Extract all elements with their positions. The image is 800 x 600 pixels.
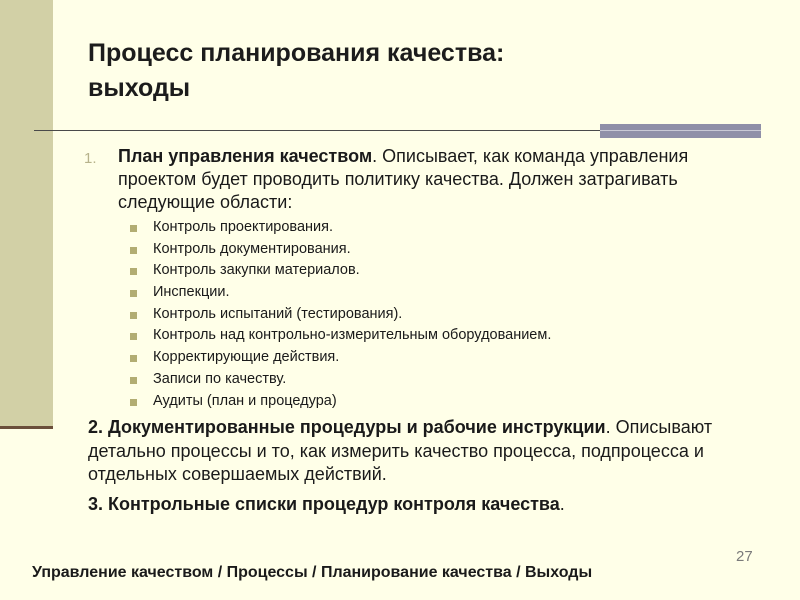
item1-lead: План управления качеством bbox=[118, 146, 373, 166]
bullet-square-icon bbox=[130, 247, 137, 254]
bullet-text: Аудиты (план и процедура) bbox=[153, 392, 337, 409]
bullet-square-icon bbox=[130, 333, 137, 340]
bullet-item bbox=[130, 239, 551, 261]
item3-paragraph bbox=[88, 492, 768, 516]
item1-number: 1. bbox=[84, 150, 97, 167]
item3-text: . bbox=[559, 494, 565, 514]
bullet-text: Контроль испытаний (тестирования). bbox=[153, 305, 403, 322]
left-decor-band bbox=[0, 0, 53, 428]
bullet-text: Контроль документирования. bbox=[153, 240, 351, 257]
slide-title bbox=[88, 36, 728, 106]
bullet-text: Контроль над контрольно-измерительным оборудованием. bbox=[153, 327, 552, 344]
bullet-item bbox=[130, 217, 551, 239]
left-decor-rule bbox=[0, 426, 53, 429]
bullet-item bbox=[130, 391, 551, 413]
item2-lead: 2. Документированные процедуры и рабочие инструкции bbox=[88, 417, 606, 437]
bullet-square-icon bbox=[130, 377, 137, 384]
title-divider bbox=[34, 130, 602, 131]
bullet-item bbox=[130, 304, 551, 326]
page-number: 27 bbox=[736, 548, 753, 565]
item1-text: . Описывает, как команда управления проектом будет проводить политику качества. Должен затрагивать следующие области: bbox=[118, 146, 689, 212]
bullet-square-icon bbox=[130, 290, 137, 297]
bullet-square-icon bbox=[130, 225, 137, 232]
item1-bullet-list bbox=[130, 217, 551, 412]
bullet-square-icon bbox=[130, 355, 137, 362]
item2-paragraph bbox=[88, 416, 768, 487]
title-divider-accent bbox=[600, 124, 761, 138]
item3-lead: 3. Контрольные списки процедур контроля качества bbox=[88, 494, 560, 514]
bullet-item bbox=[130, 260, 551, 282]
bullet-item bbox=[130, 369, 551, 391]
bullet-square-icon bbox=[130, 399, 137, 406]
footer-breadcrumb: Управление качеством / Процессы / Планирование качества / Выходы bbox=[32, 564, 593, 581]
bullet-text: Контроль проектирования. bbox=[153, 219, 334, 235]
bullet-square-icon bbox=[130, 268, 137, 275]
bullet-text: Инспекции. bbox=[153, 284, 230, 301]
bullet-text: Контроль закупки материалов. bbox=[153, 262, 360, 279]
bullet-square-icon bbox=[130, 312, 137, 319]
item1-paragraph bbox=[118, 145, 758, 214]
bullet-item bbox=[130, 347, 551, 369]
bullet-text: Записи по качеству. bbox=[153, 370, 287, 387]
bullet-item bbox=[130, 325, 551, 347]
item2-text: . Описывают детально процессы и то, как измерить качество процесса, подпроцесса и отдельных совершаемых действий. bbox=[88, 417, 713, 484]
bullet-item bbox=[130, 282, 551, 304]
bullet-text: Корректирующие действия. bbox=[153, 349, 340, 366]
slide-title-line1: Процесс планирования качества: bbox=[88, 39, 505, 67]
slide-title-line2: выходы bbox=[88, 74, 191, 102]
